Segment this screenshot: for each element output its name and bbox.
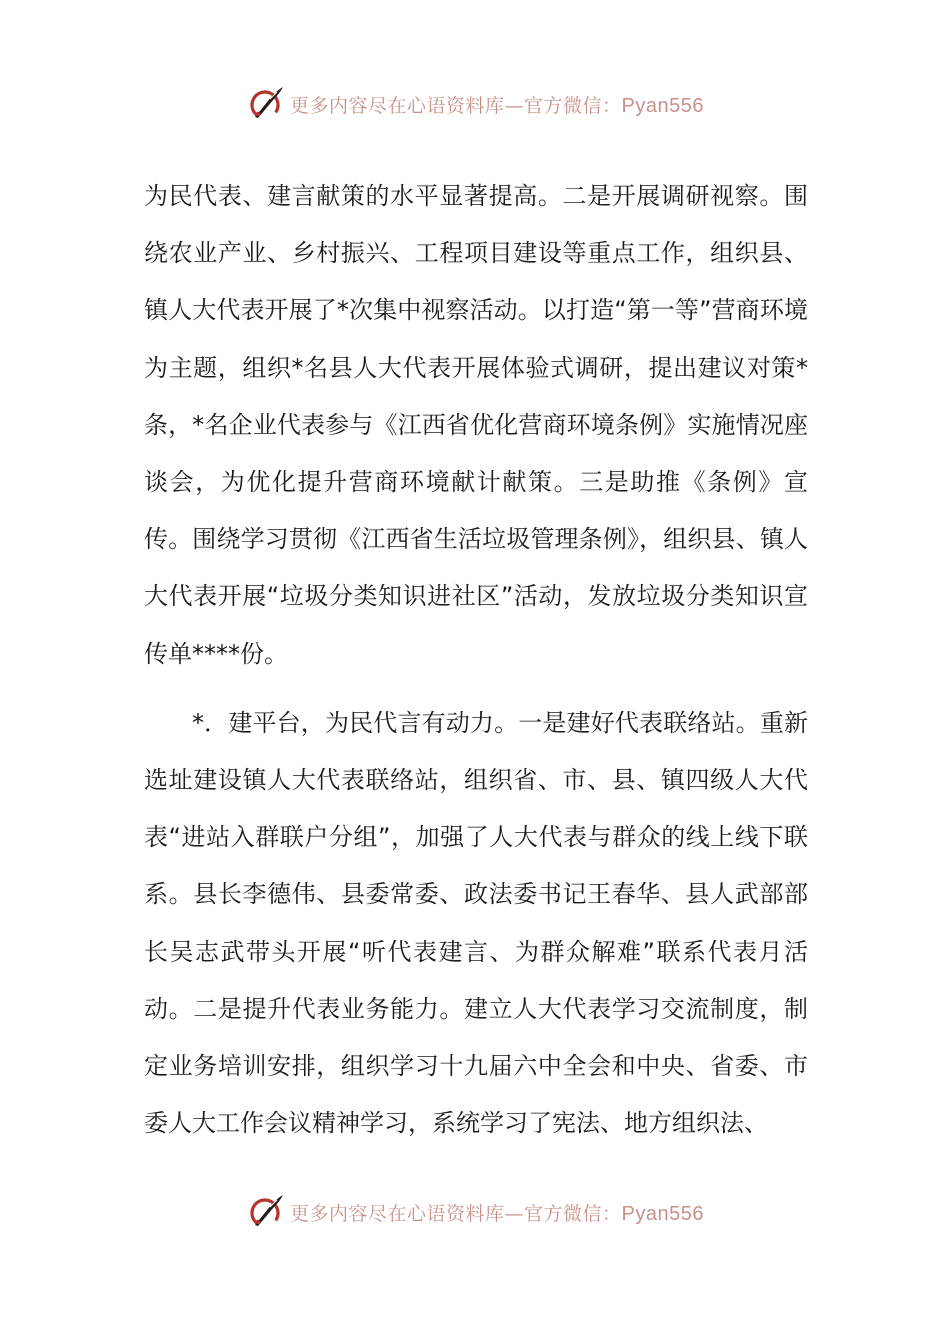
quill-pen-logo-icon bbox=[246, 84, 286, 124]
paragraph-continuation: 为民代表、建言献策的水平显著提高。二是开展调研视察。围绕农业产业、乡村振兴、工程项目建设等重点工作，组织县、镇人大代表开展了*次集中视察活动。以打造“第一等”营商环境为主题，组织*名县人大代表开展体验式调研，提出建议对策*条，*名企业代表参与《江西省优化营商环境条例》实施情况座谈会，为优化提升营商环境献计献策。三是助推《条例》宣传。围绕学习贯彻《江西省生活垃圾管理条例》，组织县、镇人大代表开展“垃圾分类知识进社区”活动，发放垃圾分类知识宣传单****份。 bbox=[144, 182, 808, 668]
quill-pen-logo-icon bbox=[246, 1192, 286, 1232]
document-body bbox=[144, 168, 808, 1152]
banner-slogan-text: 更多内容尽在心语资料库—官方微信： bbox=[290, 1202, 622, 1225]
footer-banner bbox=[0, 1190, 950, 1234]
banner-slogan bbox=[290, 91, 704, 118]
banner-slogan bbox=[290, 1199, 704, 1226]
paragraph-platform-building: *．建平台，为民代言有动力。一是建好代表联络站。重新选址建设镇人大代表联络站，组织省、市、县、镇四级人大代表“进站入群联户分组”，加强了人大代表与群众的线上线下联系。县长李德伟、县委常委、政法委书记王春华、县人武部部长吴志武带头开展“听代表建言、为群众解难”联系代表月活动。二是提升代表业务能力。建立人大代表学习交流制度，制定业务培训安排，组织学习十九届六中全会和中央、省委、市委人大工作会议精神学习，系统学习了宪法、地方组织法、 bbox=[144, 708, 808, 1138]
wechat-id: Pyan556 bbox=[621, 94, 704, 117]
wechat-id: Pyan556 bbox=[621, 1202, 704, 1225]
banner-slogan-text: 更多内容尽在心语资料库—官方微信： bbox=[290, 94, 622, 117]
header-banner bbox=[0, 82, 950, 126]
